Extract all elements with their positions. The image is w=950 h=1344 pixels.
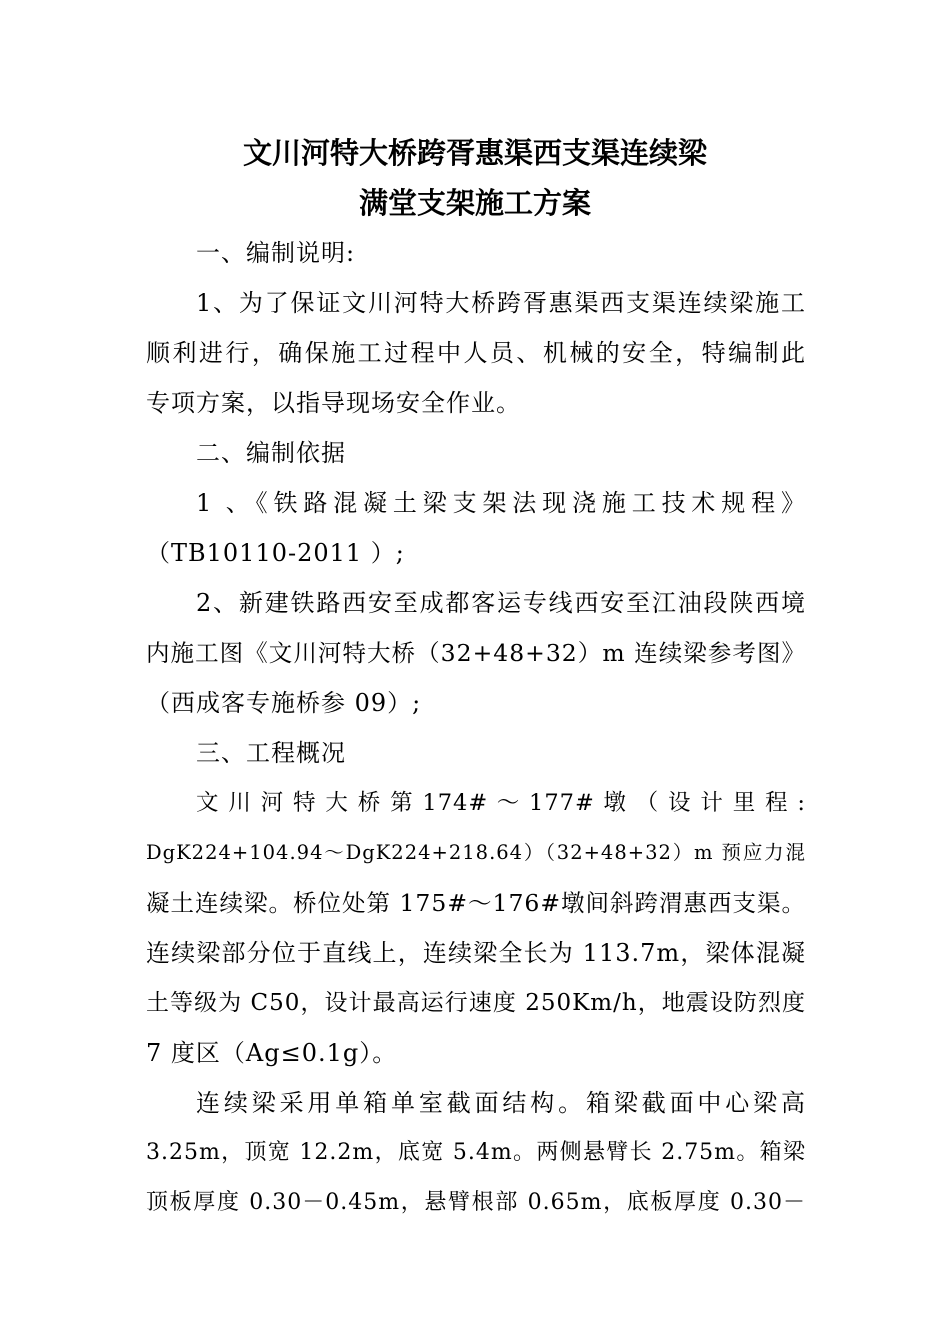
reference-line: （TB10110-2011 ）; bbox=[146, 539, 405, 567]
paragraph-line: 土等级为 C50，设计最高运行速度 250Km/h，地震设防烈度 bbox=[146, 990, 806, 1016]
paragraph-line: 专项方案，以指导现场安全作业。 bbox=[146, 389, 521, 417]
document-title-line-2: 满堂支架施工方案 bbox=[358, 186, 591, 220]
paragraph-line: 连续梁部分位于直线上，连续梁全长为 113.7m，梁体混凝 bbox=[146, 939, 806, 967]
paragraph-line: 7 度区（Ag≤0.1g）。 bbox=[146, 1039, 398, 1067]
paragraph-line: 文 川 河 特 大 桥 第 174# ～ 177# 墩 （ 设 计 里 程 : bbox=[196, 790, 806, 816]
paragraph-line: 凝土连续梁。桥位处第 175#～176#墩间斜跨渭惠西支渠。 bbox=[146, 889, 807, 917]
paragraph-line: DgK224+104.94～DgK224+218.64）（32+48+32）m 预应力混 bbox=[146, 841, 806, 864]
paragraph-line: 连续梁采用单箱单室截面结构。箱梁截面中心梁高 bbox=[196, 1089, 806, 1117]
paragraph-line: 顶板厚度 0.30－0.45m，悬臂根部 0.65m，底板厚度 0.30－ bbox=[146, 1190, 806, 1215]
reference-line: 1 、《铁路混凝土梁支架法现浇施工技术规程》 bbox=[196, 489, 806, 517]
document-title-line-1: 文川河特大桥跨胥惠渠西支渠连续梁 bbox=[242, 136, 707, 170]
paragraph-line: 1、为了保证文川河特大桥跨胥惠渠西支渠连续梁施工 bbox=[196, 289, 806, 317]
section-heading-1: 一、编制说明: bbox=[196, 239, 356, 267]
reference-line: 2、新建铁路西安至成都客运专线西安至江油段陕西境 bbox=[196, 589, 806, 617]
paragraph-line: 3.25m，顶宽 12.2m，底宽 5.4m。两侧悬臂长 2.75m。箱梁 bbox=[146, 1140, 806, 1165]
section-heading-2: 二、编制依据 bbox=[196, 439, 346, 467]
paragraph-line: 顺利进行，确保施工过程中人员、机械的安全，特编制此 bbox=[146, 339, 806, 367]
reference-line: 内施工图《文川河特大桥（32+48+32）m 连续梁参考图》 bbox=[146, 639, 806, 667]
reference-line: （西成客专施桥参 09）; bbox=[146, 689, 422, 717]
section-heading-3: 三、工程概况 bbox=[196, 739, 346, 767]
